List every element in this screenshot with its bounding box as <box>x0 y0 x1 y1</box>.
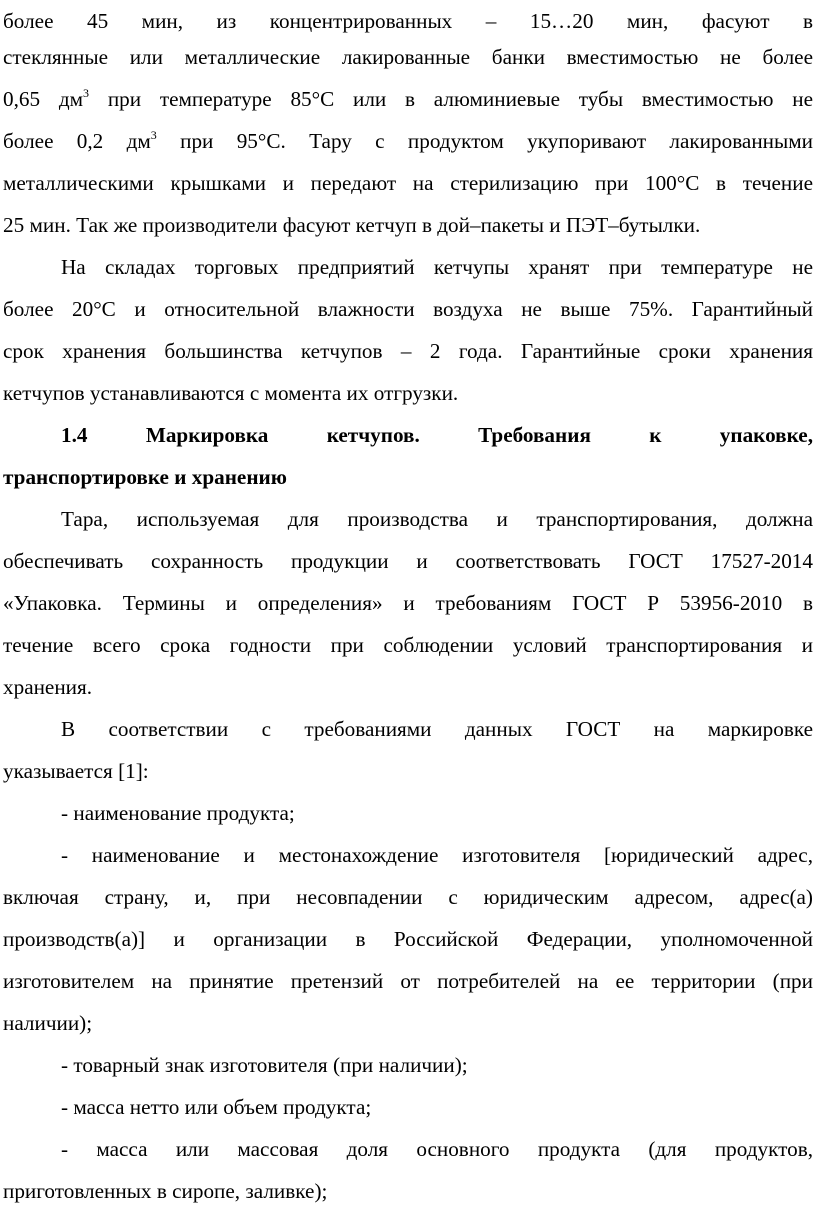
list-item: - масса или массовая доля основного продукта (для продуктов, <box>61 1137 813 1161</box>
paragraph-line: стеклянные или металлические лакированные банки вместимостью не более <box>3 45 813 69</box>
superscript: 3 <box>150 128 157 142</box>
section-heading: транспортировке и хранению <box>3 465 287 489</box>
paragraph-line: «Упаковка. Термины и определения» и требованиям ГОСТ Р 53956-2010 в <box>3 591 813 615</box>
paragraph-line: В соответствии с требованиями данных ГОСТ на маркировке <box>61 717 813 741</box>
paragraph-line: более 20°С и относительной влажности воздуха не выше 75%. Гарантийный <box>3 297 813 321</box>
paragraph-line <box>0 120 816 162</box>
paragraph-line: обеспечивать сохранность продукции и соответствовать ГОСТ 17527-2014 <box>3 549 813 573</box>
paragraph-line: наличии); <box>3 1011 93 1035</box>
section-heading: 1.4 Маркировка кетчупов. Требования к упаковке, <box>61 423 813 447</box>
paragraph-line: указывается [1]: <box>3 759 149 783</box>
paragraph-line: течение всего срока годности при соблюдении условий транспортирования и <box>3 633 813 657</box>
paragraph-line: включая страну, и, при несовпадении с юридическим адресом, адрес(а) <box>3 885 813 909</box>
list-item: - товарный знак изготовителя (при наличии); <box>61 1053 468 1077</box>
paragraph-line: изготовителем на принятие претензий от потребителей на ее территории (при <box>3 969 813 993</box>
line-text: при 95°С. Тару с продуктом укупоривают лакированными <box>156 129 813 153</box>
paragraph-line: 25 мин. Так же производители фасуют кетчуп в дой–пакеты и ПЭТ–бутылки. <box>3 213 701 237</box>
paragraph-line: кетчупов устанавливаются с момента их отгрузки. <box>3 381 459 405</box>
paragraph-line <box>0 78 816 120</box>
paragraph-line: Тара, используемая для производства и транспортирования, должна <box>61 507 813 531</box>
list-item: - наименование продукта; <box>61 801 295 825</box>
list-item: - наименование и местонахождение изготовителя [юридический адрес, <box>61 843 813 867</box>
paragraph-line: более 45 мин, из концентрированных – 15…20 мин, фасуют в <box>3 9 813 33</box>
line-text: при температуре 85°С или в алюминиевые тубы вместимостью не <box>89 87 813 111</box>
line-text: более 0,2 дм <box>3 129 151 153</box>
paragraph-line: На складах торговых предприятий кетчупы хранят при температуре не <box>61 255 813 279</box>
paragraph-line: срок хранения большинства кетчупов – 2 года. Гарантийные сроки хранения <box>3 339 813 363</box>
paragraph-line: приготовленных в сиропе, заливке); <box>3 1179 328 1203</box>
superscript: 3 <box>83 86 90 100</box>
paragraph-line: металлическими крышками и передают на стерилизацию при 100°С в течение <box>3 171 813 195</box>
paragraph-line: производств(а)] и организации в Российской Федерации, уполномоченной <box>3 927 813 951</box>
line-text: 0,65 дм <box>3 87 84 111</box>
list-item: - масса нетто или объем продукта; <box>61 1095 372 1119</box>
paragraph-line: хранения. <box>3 675 93 699</box>
